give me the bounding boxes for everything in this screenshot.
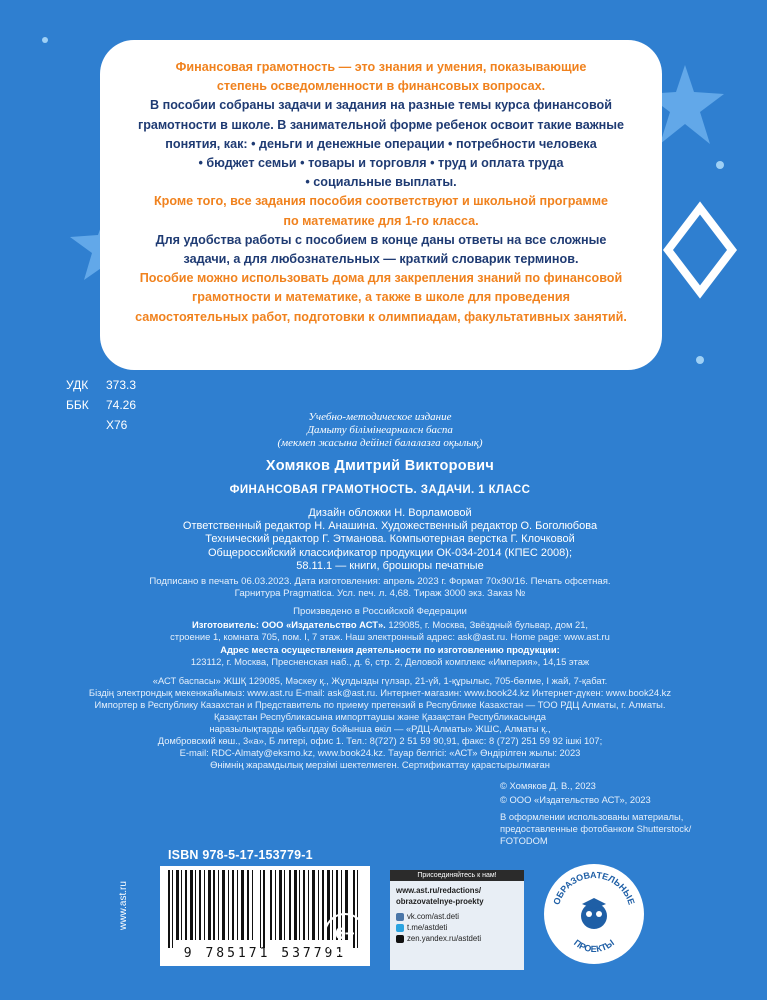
isbn: ISBN 978-5-17-153779-1 (168, 848, 313, 862)
site-link[interactable]: www.ast.ru/redactions/ (396, 886, 482, 895)
copyright-author: © Хомяков Д. В., 2023 (500, 780, 596, 791)
print-info: Подписано в печать 06.03.2023. Дата изготовления: апрель 2023 г. Формат 70х90/16. Печать офсетная. (149, 576, 611, 587)
age-rating: 6+ (324, 913, 366, 955)
photo-credit: В оформлении использованы материалы, (500, 811, 684, 822)
card-line: грамотности и математике, а также в школе для проведения (192, 290, 570, 305)
udk-code: УДК 373.3 (66, 378, 137, 392)
production-address: 123112, г. Москва, Пресненская наб., д. 6, стр. 2, Деловой комплекс «Империя», 14,15 этаж (190, 656, 590, 667)
edition-type-kz: Дамыту білімінеарналсн баспа (307, 424, 453, 436)
edition-type: Учебно-методическое издание (308, 411, 452, 423)
print-info-2: Гарнитура Pragmatica. Усл. печ. л. 4,68. Тираж 3000 экз. Заказ № (234, 588, 526, 599)
maker-address: строение 1, комната 705, пом. I, 7 этаж. Наш электронный адрес: ask@ast.ru. Home page: www.ast.ru (170, 631, 610, 642)
kz-line: Қазақстан Республикасына импорттаушы және Қазақстан Республикасында (214, 711, 546, 722)
tech-editor: Технический редактор Г. Этманова. Компьютерная верстка Г. Клочковой (205, 533, 575, 545)
badge-bottom-text: ПРОЕКТЫ (572, 937, 616, 955)
card-line: степень осведомленности в финансовых вопросах. (216, 79, 546, 94)
card-line: Пособие можно использовать дома для закрепления знаний по финансовой (139, 271, 623, 286)
description-card (100, 40, 662, 370)
editors: Ответственный редактор Н. Анашина. Художественный редактор О. Боголюбова (182, 520, 598, 532)
author-mark: Х76 (106, 418, 128, 432)
vk-link[interactable]: vk.com/ast.deti (390, 911, 524, 922)
zen-link[interactable]: zen.yandex.ru/astdeti (390, 933, 524, 944)
card-line: понятия, как: • деньги и денежные операции • потребности человека (165, 136, 597, 151)
card-line: самостоятельных работ, подготовки к олимпиадам, факультативных занятий. (135, 309, 627, 324)
card-line: Для удобства работы с пособием в конце даны ответы на все сложные (155, 232, 607, 247)
card-line: В пособии собраны задачи и задания на разные темы курса финансовой (150, 98, 612, 113)
made-in: Произведено в Российской Федерации (293, 606, 467, 617)
kz-line: Импортер в Республику Казахстан и Представитель по приему претензий в Республике Казахстан — ТОО РДЦ Алматы, г. Алматы. (94, 699, 666, 710)
maker-line: Изготовитель: ООО «Издательство АСТ». 129085, г. Москва, Звёздный бульвар, дом 21, (191, 619, 589, 630)
bbk-code: ББК 74.26 (66, 398, 137, 412)
card-line: по математике для 1-го класса. (283, 213, 479, 228)
classifier: Общероссийский классификатор продукции ОК-034-2014 (КПЕС 2008); (207, 547, 573, 559)
social-header: Присоединяйтесь к нам! (390, 870, 524, 881)
card-line: Кроме того, все задания пособия соответствуют и школьной программе (153, 194, 609, 209)
svg-text:ПРОЕКТЫ (572, 937, 616, 954)
telegram-icon (396, 924, 404, 932)
kz-line: Біздің электрондық мекенжайымыз: www.ast.ru E-mail: ask@ast.ru. Интернет-магазин: www.book24.kz Интернет-дүкен: www.book24.kz (88, 687, 672, 698)
site-link-2[interactable]: obrazovatelnye-proekty (396, 897, 484, 906)
book-title: ФИНАНСОВАЯ ГРАМОТНОСТЬ. ЗАДАЧИ. 1 КЛАСС (229, 484, 531, 496)
site-vertical: www.ast.ru (118, 881, 129, 930)
classifier-code: 58.11.1 — книги, брошюры печатные (296, 560, 484, 572)
card-line: грамотности в школе. В занимательной форме ребенок освоит такие важные (137, 117, 625, 132)
kz-line: наразылықтарды қабылдау бойынша өкіл — «РДЦ-Алматы» ЖШС, Алматы қ., (209, 723, 551, 734)
educational-projects-badge (544, 864, 644, 964)
telegram-link[interactable]: t.me/astdeti (390, 922, 524, 933)
kz-line: E-mail: RDC-Almaty@eksmo.kz, www.book24.kz. Тауар белгісі: «АСТ» Өндірілген жылы: 2023 (179, 747, 581, 758)
social-links (390, 870, 524, 970)
production-address-label: Адрес места осуществления деятельности по изготовлению продукции: (220, 644, 560, 655)
card-line: задачи, а для любознательных — краткий словарик терминов. (183, 252, 579, 267)
card-line: Финансовая грамотность — это знания и умения, показывающие (175, 60, 587, 74)
photo-credit: предоставленные фотобанком Shutterstock/ (500, 823, 692, 834)
kz-line: Өнімнің жарамдылық мерзімі шектелмеген. Сертификаттау қарастырылмаған (210, 759, 550, 770)
zen-icon (396, 935, 404, 943)
author-name: Хомяков Дмитрий Викторович (265, 458, 495, 474)
photo-credit: FOTODOM (500, 835, 548, 846)
badge-top-text: ОБРАЗОВАТЕЛЬНЫЕ (551, 869, 637, 907)
card-line: • социальные выплаты. (305, 175, 457, 190)
cover-designer: Дизайн обложки Н. Ворламовой (308, 507, 472, 519)
kz-line: Домбровский көш., 3«а», Б литері, офис 1. Тел.: 8(727) 2 51 59 90,91, факс: 8 (727) 251 59 92 ішкі 107; (157, 735, 603, 746)
kz-line: «АСТ баспасы» ЖШҚ 129085, Мәскеу қ., Жұлдызды гүлзар, 21-үй, 1-құрылыс, 705-бөлме, I жай, 7-қабат. (152, 675, 608, 686)
edition-type-kz-2: (мекмеп жасына дейінгі балалазға оқылық) (277, 437, 483, 449)
badge-graphic (544, 864, 644, 964)
card-line: • бюджет семьи • товары и торговля • труд и оплата труда (198, 156, 564, 171)
vk-icon (396, 913, 404, 921)
copyright-publisher: © ООО «Издательство АСТ», 2023 (500, 794, 651, 805)
barcode-digits: 9 785171 537791 (183, 946, 347, 961)
